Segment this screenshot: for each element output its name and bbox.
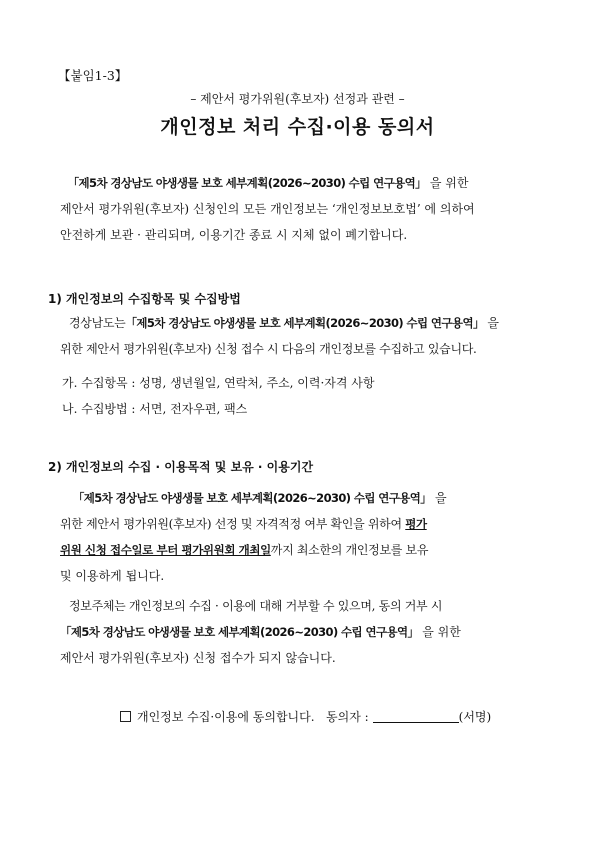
signature-field[interactable] (373, 710, 459, 723)
project-name: 「제5차 경상남도 야생생물 보호 세부계획(2026~2030) 수립 연구용역」 (60, 625, 419, 639)
project-name: 「제5차 경상남도 야생생물 보호 세부계획(2026~2030) 수립 연구용역」 (125, 316, 484, 330)
intro-line-3: 안전하게 보관 · 관리되며, 이용기간 종료 시 지체 없이 폐기합니다. (60, 228, 408, 242)
section2-paragraph-2 (60, 593, 548, 671)
section2-p1-line-4: 및 이용하게 됩니다. (60, 569, 165, 583)
intro-line-2: 제안서 평가위원(후보자) 신청인의 모든 개인정보는 ‘개인정보보호법’ 에 의하여 (60, 202, 475, 216)
signer-label: 동의자 : (326, 710, 369, 724)
emphasis-text: 위원 신청 접수일로 부터 평가위원회 개최일 (60, 543, 271, 557)
consent-checkbox[interactable] (120, 711, 131, 722)
section2-paragraph-1 (60, 485, 548, 589)
intro-paragraph (60, 170, 548, 248)
consent-row (120, 708, 491, 725)
section2-heading: 2) 개인정보의 수집 · 이용목적 및 보유 · 이용기간 (48, 460, 314, 474)
page-subtitle: – 제안서 평가위원(후보자) 선정과 관련 – (190, 92, 405, 106)
sign-suffix: (서명) (458, 710, 492, 724)
project-name: 「제5차 경상남도 야생생물 보호 세부계획(2026~2030) 수립 연구용역」 (67, 176, 427, 190)
section2-p2-line-1: 정보주체는 개인정보의 수집 · 이용에 대해 거부할 수 있으며, 동의 거부 시 (69, 599, 443, 613)
consent-text: 개인정보 수집·이용에 동의합니다. (137, 710, 315, 724)
project-name: 「제5차 경상남도 야생생물 보호 세부계획(2026~2030) 수립 연구용역」 (72, 491, 432, 505)
section2-p1-line-1: 「제5차 경상남도 야생생물 보호 세부계획(2026~2030) 수립 연구용역」 을 (72, 491, 447, 505)
section1-item-b: 나. 수집방법 : 서면, 전자우편, 팩스 (62, 402, 248, 416)
section2-p1-line-2: 위한 제안서 평가위원(후보자) 선정 및 자격적정 여부 확인을 위하여 평가 (60, 517, 427, 531)
section2-p2-line-3: 제안서 평가위원(후보자) 신청 접수가 되지 않습니다. (60, 651, 336, 665)
section1-heading: 1) 개인정보의 수집항목 및 수집방법 (48, 292, 241, 306)
section2-p2-line-2: 「제5차 경상남도 야생생물 보호 세부계획(2026~2030) 수립 연구용역」 을 위한 (60, 625, 461, 639)
attachment-label: 【붙임1-3】 (58, 68, 128, 83)
intro-line-1: 「제5차 경상남도 야생생물 보호 세부계획(2026~2030) 수립 연구용역」 을 위한 (67, 176, 469, 190)
page-title: 개인정보 처리 수집·이용 동의서 (160, 116, 435, 138)
section1-paragraph (60, 310, 548, 362)
emphasis-text: 평가 (405, 517, 427, 531)
section2-p1-line-3: 위원 신청 접수일로 부터 평가위원회 개최일까지 최소한의 개인정보를 보유 (60, 543, 429, 557)
section1-line-1: 경상남도는「제5차 경상남도 야생생물 보호 세부계획(2026~2030) 수립 연구용역」 을 (69, 316, 499, 330)
section1-line-2: 위한 제안서 평가위원(후보자) 신청 접수 시 다음의 개인정보를 수집하고 있습니다. (60, 342, 477, 356)
section1-item-a: 가. 수집항목 : 성명, 생년월일, 연락처, 주소, 이력·자격 사항 (62, 376, 375, 390)
